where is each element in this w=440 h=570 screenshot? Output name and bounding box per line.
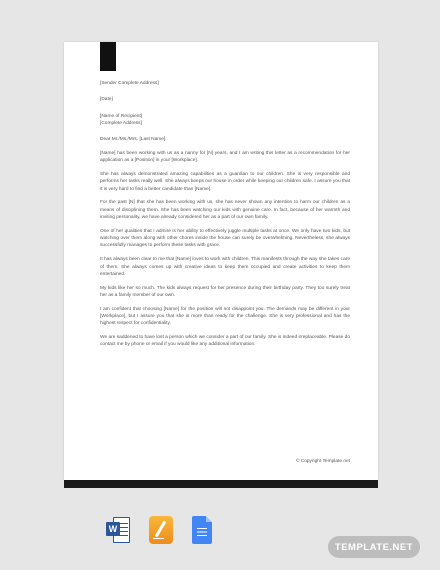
header-tab xyxy=(100,42,116,71)
recipient-name: [Name of Recipient] xyxy=(100,113,143,119)
apple-pages-icon[interactable] xyxy=(148,515,172,545)
letter-date: [Date] xyxy=(100,97,113,103)
letter-body xyxy=(100,80,350,349)
copyright-text: © Copyright Template.net xyxy=(295,459,350,464)
letter-page xyxy=(64,42,378,480)
ms-word-icon[interactable] xyxy=(106,515,130,545)
body-paragraph: We are saddened to have lost a person which we consider a part of our family. She is indeed irreplaceable. Please do contact me by phone or email if you would like any additional information. xyxy=(100,335,350,348)
body-paragraph: One of her qualities that I admire is her ability to effectively juggle multiple tasks at once. We only have two kids, but watching over them along with other chores inside the house can surely be overwhelming. Nevertheless, she always successfully manages to perform these tasks with grace. xyxy=(100,228,350,249)
template-net-watermark: TEMPLATE.NET xyxy=(328,536,420,558)
body-paragraph: I am confident that choosing [Name] for the position will not disappoint you. The demands may be different in your [Workplace], but I assure you that she is more than ready for the challenge. She is very professional and has the highest respect for confidentiality. xyxy=(100,306,350,327)
body-paragraph: For the past [N] that she has been working with us, she has never shown any intention to harm our children as a means of disciplining them. She has been watching our kids with genuine care. In fact, because of her warmth and inviting personality, we have already considered her as a part of our own family. xyxy=(100,200,350,221)
recipient-address: [Complete Address] xyxy=(100,120,142,126)
body-paragraph: My kids like her so much. The kids always request for her presence during their birthday party. They too surely treat her as a family member of our own. xyxy=(100,285,350,298)
google-docs-icon[interactable] xyxy=(190,515,214,545)
body-paragraph: It has always been clear to me that [Name] loves to work with children. This manifests through the way she takes care of them. She always comes up with creative ideas to keep them occupied and create activities to keep them entertained. xyxy=(100,257,350,277)
sender-address: [Sender Complete Address] xyxy=(100,81,159,86)
body-paragraph: [Name] has been working with us as a nanny for [N] years, and I am writing this letter as a recommendation for her application as a [Position] in your [Workplace]. xyxy=(100,150,350,164)
app-format-icons xyxy=(106,515,214,545)
salutation: Dear Mr./Ms./Mrs. [Last Name], xyxy=(100,137,167,143)
body-paragraph: She has always demonstrated amazing capabilities as a guardian to our children. She is very responsible and performs her tasks really well. She always keeps our house in order while keeping our children safe. I assure you that it is very hard to find a better candidate than [Name]. xyxy=(100,172,350,192)
word-badge: W xyxy=(106,522,120,536)
